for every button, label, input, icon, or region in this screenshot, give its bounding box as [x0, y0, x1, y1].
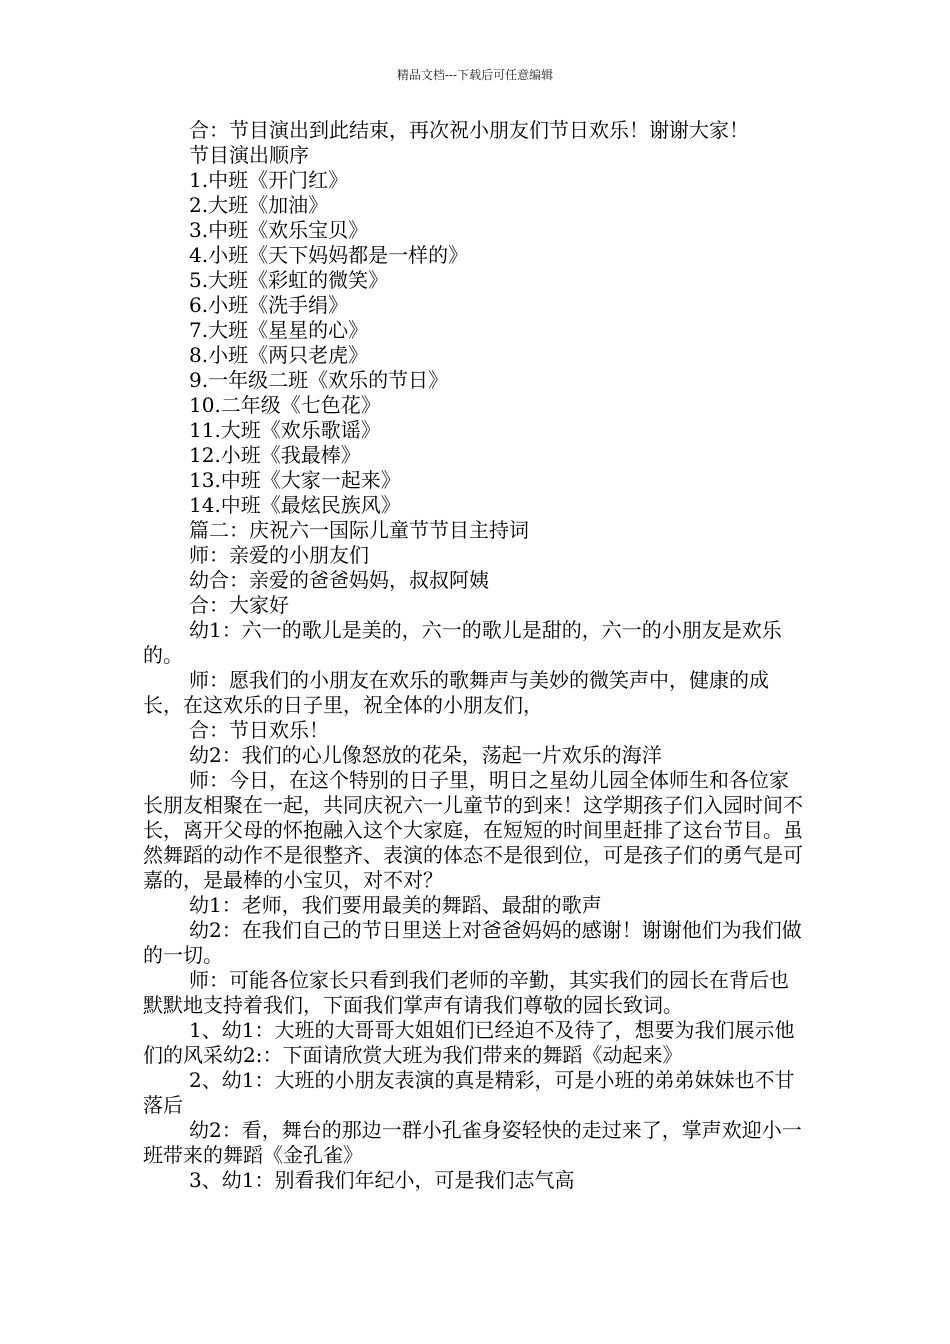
paragraph: 幼合：亲爱的爸爸妈妈，叔叔阿姨 — [189, 568, 489, 592]
paragraph: 师：亲爱的小朋友们 — [189, 543, 369, 567]
list-item: 9.一年级二班《欢乐的节日》 — [189, 368, 449, 392]
list-item: 13.中班《大家一起来》 — [189, 468, 401, 492]
list-item: 8.小班《两只老虎》 — [189, 343, 369, 367]
list-item: 2.大班《加油》 — [189, 193, 329, 217]
paragraph: 幼2：看，舞台的那边一群小孔雀身姿轻快的走过来了，掌声欢迎小一班带来的舞蹈《金孔雀》 — [143, 1118, 802, 1167]
paragraph: 师：愿我们的小朋友在欢乐的歌舞声与美妙的微笑声中，健康的成长，在这欢乐的日子里，祝全体的小朋友们， — [143, 668, 769, 717]
paragraph: 合：大家好 — [189, 593, 289, 617]
paragraph: 2、幼1：大班的小朋友表演的真是精彩，可是小班的弟弟妹妹也不甘落后 — [143, 1068, 795, 1117]
paragraph: 节目演出顺序 — [189, 143, 309, 167]
paragraph: 幼1：六一的歌儿是美的，六一的歌儿是甜的，六一的小朋友是欢乐的。 — [143, 618, 782, 667]
paragraph: 师：可能各位家长只看到我们老师的辛勤，其实我们的园长在背后也默默地支持着我们，下面我们掌声有请我们尊敬的园长致词。 — [143, 968, 789, 1017]
list-item: 3.中班《欢乐宝贝》 — [189, 218, 369, 242]
paragraph: 幼2：在我们自己的节日里送上对爸爸妈妈的感谢！谢谢他们为我们做的一切。 — [143, 918, 802, 967]
paragraph: 合：节日欢乐！ — [189, 718, 329, 742]
section-heading: 篇二：庆祝六一国际儿童节节目主持词 — [189, 518, 529, 542]
list-item: 12.小班《我最棒》 — [189, 443, 361, 467]
page-header: 精品文档---下载后可任意编辑 — [396, 68, 554, 82]
list-item: 4.小班《天下妈妈都是一样的》 — [189, 243, 469, 267]
list-item: 7.大班《星星的心》 — [189, 318, 369, 342]
list-item: 14.中班《最炫民族风》 — [189, 493, 401, 517]
paragraph: 1、幼1：大班的大哥哥大姐姐们已经迫不及待了，想要为我们展示他们的风采幼2:：下面请欣赏大班为我们带来的舞蹈《动起来》 — [143, 1018, 795, 1067]
paragraph: 合：节目演出到此结束，再次祝小朋友们节日欢乐！谢谢大家！ — [189, 118, 749, 142]
list-item: 10.二年级《七色花》 — [189, 393, 381, 417]
document-body — [143, 118, 808, 1193]
paragraph: 师：今日，在这个特别的日子里，明日之星幼儿园全体师生和各位家长朋友相聚在一起，共同庆祝六一儿童节的到来！这学期孩子们入园时间不长，离开父母的怀抱融入这个大家庭，在短短的时间里赶排了这台节目。虽然舞蹈的动作不是很整齐、表演的体态不是很到位，可是孩子们的勇气是可嘉的，是最棒的小宝贝，对不对？ — [143, 768, 803, 892]
paragraph: 3、幼1：别看我们年纪小，可是我们志气高 — [189, 1168, 575, 1192]
paragraph: 幼2：我们的心儿像怒放的花朵，荡起一片欢乐的海洋 — [189, 743, 662, 767]
list-item: 5.大班《彩虹的微笑》 — [189, 268, 389, 292]
list-item: 1.中班《开门红》 — [189, 168, 349, 192]
list-item: 6.小班《洗手绢》 — [189, 293, 349, 317]
list-item: 11.大班《欢乐歌谣》 — [189, 418, 381, 442]
paragraph: 幼1：老师，我们要用最美的舞蹈、最甜的歌声 — [189, 893, 602, 917]
